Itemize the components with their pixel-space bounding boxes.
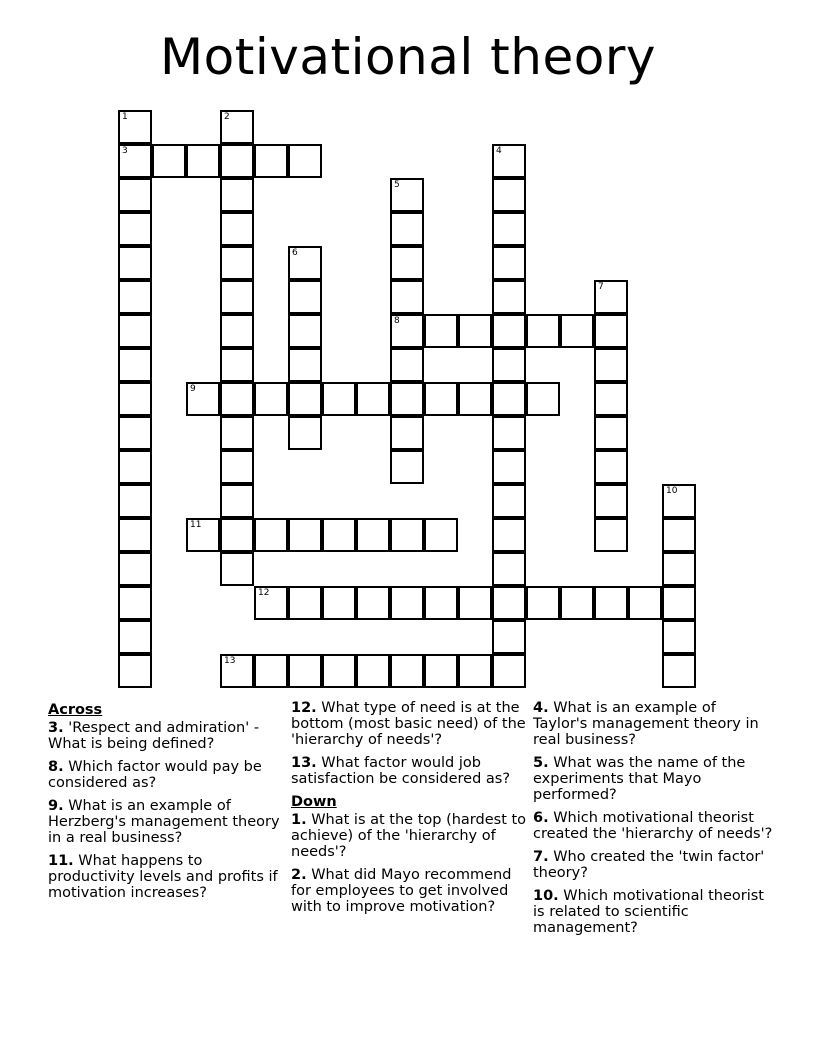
grid-cell[interactable]: [322, 518, 356, 552]
grid-cell[interactable]: [288, 314, 322, 348]
clue-item: [48, 853, 288, 901]
grid-cell[interactable]: [288, 586, 322, 620]
grid-cell[interactable]: [424, 586, 458, 620]
clue-item-number: 2.: [291, 867, 307, 883]
clue-item-number: 6.: [533, 810, 549, 826]
grid-cell[interactable]: [594, 518, 628, 552]
grid-cell[interactable]: [594, 348, 628, 382]
clue-item-number: 12.: [291, 700, 317, 716]
grid-cell[interactable]: [118, 178, 152, 212]
grid-cell[interactable]: [628, 586, 662, 620]
grid-cell[interactable]: [118, 314, 152, 348]
grid-cell[interactable]: [492, 382, 526, 416]
grid-cell[interactable]: [492, 212, 526, 246]
grid-cell[interactable]: [254, 586, 288, 620]
grid-cell[interactable]: [662, 620, 696, 654]
grid-cell[interactable]: [492, 280, 526, 314]
grid-cell[interactable]: [424, 382, 458, 416]
grid-cell[interactable]: [118, 348, 152, 382]
grid-cell[interactable]: [492, 416, 526, 450]
grid-cell[interactable]: [254, 382, 288, 416]
grid-cell[interactable]: [594, 586, 628, 620]
grid-cell[interactable]: [118, 586, 152, 620]
down-clue-list-continued: [533, 700, 773, 936]
grid-cell[interactable]: [220, 518, 254, 552]
grid-cell[interactable]: [492, 586, 526, 620]
clue-number: 6: [292, 248, 298, 258]
grid-cell[interactable]: [152, 144, 186, 178]
clue-number: 2: [224, 112, 230, 122]
grid-cell[interactable]: [118, 246, 152, 280]
grid-cell[interactable]: [288, 518, 322, 552]
clue-item: [533, 700, 773, 748]
clue-item: [291, 867, 531, 915]
grid-cell[interactable]: [526, 314, 560, 348]
grid-cell[interactable]: [220, 416, 254, 450]
clue-item-number: 8.: [48, 759, 64, 775]
clue-item-text: Which motivational theorist created the 'hierarchy of needs'?: [533, 810, 773, 842]
grid-cell[interactable]: [220, 178, 254, 212]
grid-cell[interactable]: [458, 586, 492, 620]
grid-cell[interactable]: [492, 348, 526, 382]
grid-cell[interactable]: [390, 348, 424, 382]
grid-cell[interactable]: [594, 280, 628, 314]
clue-item-text: 'Respect and admiration' - What is being defined?: [48, 720, 260, 752]
clue-number: 3: [122, 146, 128, 156]
grid-cell[interactable]: [118, 280, 152, 314]
clue-item-text: Which factor would pay be considered as?: [48, 759, 262, 791]
clue-number: 5: [394, 180, 400, 190]
across-clue-list-continued: [291, 700, 531, 787]
grid-cell[interactable]: [186, 144, 220, 178]
grid-cell[interactable]: [492, 620, 526, 654]
grid-cell[interactable]: [186, 382, 220, 416]
grid-cell[interactable]: [492, 484, 526, 518]
clue-item: [533, 810, 773, 842]
grid-cell[interactable]: [594, 314, 628, 348]
grid-cell[interactable]: [356, 518, 390, 552]
clue-item: [291, 812, 531, 860]
clue-item-text: What happens to productivity levels and profits if motivation increases?: [48, 853, 278, 901]
clue-item-number: 11.: [48, 853, 74, 869]
grid-cell[interactable]: [322, 586, 356, 620]
grid-cell[interactable]: [390, 382, 424, 416]
grid-cell[interactable]: [390, 416, 424, 450]
clue-item: [48, 798, 288, 846]
clue-item-number: 3.: [48, 720, 64, 736]
grid-cell[interactable]: [390, 212, 424, 246]
clue-item-text: What was the name of the experiments that Mayo performed?: [533, 755, 746, 803]
clue-item-text: What is at the top (hardest to achieve) of the 'hierarchy of needs'?: [291, 812, 527, 860]
grid-cell[interactable]: [662, 552, 696, 586]
clues-column-2: [291, 700, 531, 922]
grid-cell[interactable]: [390, 246, 424, 280]
grid-cell[interactable]: [220, 654, 254, 688]
grid-cell[interactable]: [322, 382, 356, 416]
clue-number: 7: [598, 282, 604, 292]
grid-cell[interactable]: [118, 450, 152, 484]
grid-cell[interactable]: [220, 314, 254, 348]
page-title: Motivational theory: [160, 28, 656, 86]
grid-cell[interactable]: [594, 416, 628, 450]
grid-cell[interactable]: [288, 382, 322, 416]
grid-cell[interactable]: [390, 518, 424, 552]
grid-cell[interactable]: [594, 484, 628, 518]
grid-cell[interactable]: [220, 382, 254, 416]
grid-cell[interactable]: [424, 654, 458, 688]
grid-cell[interactable]: [220, 280, 254, 314]
clue-item-number: 7.: [533, 849, 549, 865]
across-clue-list: [48, 720, 288, 901]
clue-item: [533, 755, 773, 803]
grid-cell[interactable]: [118, 144, 152, 178]
clue-number: 12: [258, 588, 270, 598]
grid-cell[interactable]: [220, 144, 254, 178]
grid-cell[interactable]: [288, 416, 322, 450]
grid-cell[interactable]: [220, 552, 254, 586]
grid-cell[interactable]: [492, 552, 526, 586]
grid-cell[interactable]: [220, 110, 254, 144]
grid-cell[interactable]: [118, 552, 152, 586]
grid-cell[interactable]: [390, 450, 424, 484]
grid-cell[interactable]: [288, 144, 322, 178]
grid-cell[interactable]: [390, 314, 424, 348]
grid-cell[interactable]: [118, 484, 152, 518]
clue-item-text: Which motivational theorist is related to scientific management?: [533, 888, 764, 936]
grid-cell[interactable]: [662, 654, 696, 688]
grid-cell[interactable]: [254, 518, 288, 552]
clue-item-text: What did Mayo recommend for employees to get involved with to improve motivation?: [291, 867, 512, 915]
clue-number: 8: [394, 316, 400, 326]
grid-cell[interactable]: [118, 620, 152, 654]
clue-number: 11: [190, 520, 202, 530]
clue-item: [48, 759, 288, 791]
grid-cell[interactable]: [254, 144, 288, 178]
grid-cell[interactable]: [288, 654, 322, 688]
grid-cell[interactable]: [118, 654, 152, 688]
grid-cell[interactable]: [390, 178, 424, 212]
grid-cell[interactable]: [492, 450, 526, 484]
grid-cell[interactable]: [390, 586, 424, 620]
grid-cell[interactable]: [492, 654, 526, 688]
grid-cell[interactable]: [118, 416, 152, 450]
grid-cell[interactable]: [492, 178, 526, 212]
clue-item-number: 9.: [48, 798, 64, 814]
grid-cell[interactable]: [492, 518, 526, 552]
clue-number: 13: [224, 656, 236, 666]
grid-cell[interactable]: [662, 518, 696, 552]
grid-cell[interactable]: [220, 212, 254, 246]
grid-cell[interactable]: [288, 348, 322, 382]
clues-column-1: [48, 700, 288, 908]
grid-cell[interactable]: [186, 518, 220, 552]
clue-number: 1: [122, 112, 128, 122]
clue-item-number: 5.: [533, 755, 549, 771]
grid-cell[interactable]: [118, 110, 152, 144]
grid-cell[interactable]: [220, 450, 254, 484]
grid-cell[interactable]: [390, 654, 424, 688]
clue-number: 9: [190, 384, 196, 394]
clue-number: 10: [666, 486, 678, 496]
clue-item: [533, 888, 773, 936]
grid-cell[interactable]: [220, 348, 254, 382]
clue-item-text: What type of need is at the bottom (most basic need) of the 'hierarchy of needs'?: [291, 700, 526, 748]
clue-item: [48, 720, 288, 752]
clue-number: 4: [496, 146, 502, 156]
grid-cell[interactable]: [492, 246, 526, 280]
clue-item-number: 13.: [291, 755, 317, 771]
grid-cell[interactable]: [390, 280, 424, 314]
grid-cell[interactable]: [662, 586, 696, 620]
clue-item: [291, 700, 531, 748]
grid-cell[interactable]: [356, 654, 390, 688]
grid-cell[interactable]: [356, 382, 390, 416]
grid-cell[interactable]: [662, 484, 696, 518]
grid-cell[interactable]: [492, 144, 526, 178]
grid-cell[interactable]: [594, 450, 628, 484]
grid-cell[interactable]: [560, 314, 594, 348]
grid-cell[interactable]: [288, 280, 322, 314]
clue-item-number: 1.: [291, 812, 307, 828]
grid-cell[interactable]: [118, 212, 152, 246]
clue-item: [291, 755, 531, 787]
clue-item-text: What factor would job satisfaction be considered as?: [291, 755, 511, 787]
clue-item-number: 10.: [533, 888, 559, 904]
grid-cell[interactable]: [254, 654, 288, 688]
clue-item-text: What is an example of Taylor's management theory in real business?: [533, 700, 759, 748]
clue-item-number: 4.: [533, 700, 549, 716]
grid-cell[interactable]: [526, 586, 560, 620]
clues-column-3: [533, 700, 773, 943]
grid-cell[interactable]: [356, 586, 390, 620]
down-clue-list: [291, 812, 531, 915]
grid-cell[interactable]: [526, 382, 560, 416]
grid-cell[interactable]: [220, 484, 254, 518]
grid-cell[interactable]: [424, 314, 458, 348]
grid-cell[interactable]: [594, 382, 628, 416]
clue-item-text: Who created the 'twin factor' theory?: [533, 849, 765, 881]
grid-cell[interactable]: [118, 382, 152, 416]
across-heading: Across: [48, 702, 103, 718]
grid-cell[interactable]: [424, 518, 458, 552]
grid-cell[interactable]: [560, 586, 594, 620]
clue-item-text: What is an example of Herzberg's management theory in a real business?: [48, 798, 280, 846]
grid-cell[interactable]: [288, 246, 322, 280]
grid-cell[interactable]: [118, 518, 152, 552]
grid-cell[interactable]: [458, 382, 492, 416]
clue-item: [533, 849, 773, 881]
grid-cell[interactable]: [220, 246, 254, 280]
grid-cell[interactable]: [458, 654, 492, 688]
grid-cell[interactable]: [458, 314, 492, 348]
grid-cell[interactable]: [322, 654, 356, 688]
down-heading: Down: [291, 794, 337, 810]
grid-cell[interactable]: [492, 314, 526, 348]
